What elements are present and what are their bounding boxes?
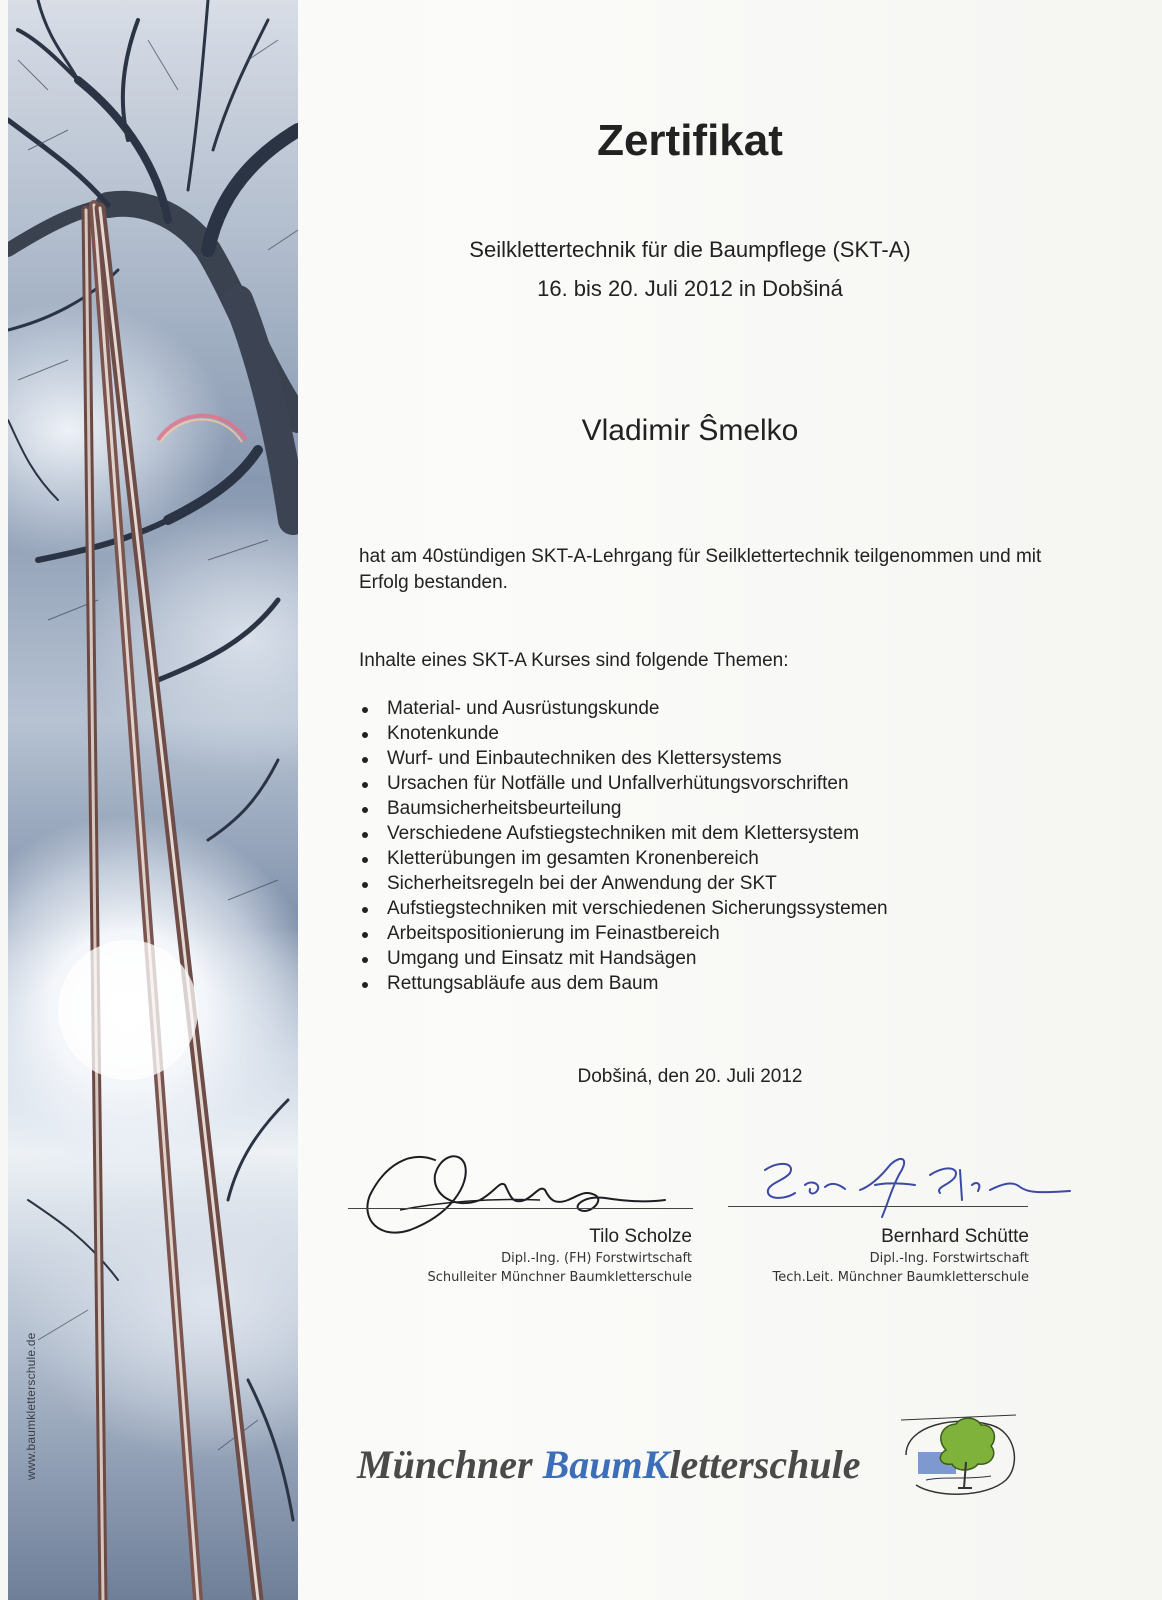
tree-logo-icon — [896, 1410, 1026, 1500]
signatory-role: Schulleiter Münchner Baumkletterschule — [427, 1270, 692, 1285]
list-item: Aufstiegstechniken mit verschiedenen Sicherungssystemen — [359, 896, 1009, 921]
school-brand-name — [357, 1441, 860, 1488]
course-dates: 16. bis 20. Juli 2012 in Dobšiná — [537, 276, 843, 301]
topics-list — [359, 696, 1009, 996]
signature-line — [348, 1208, 693, 1209]
list-item: Arbeitspositionierung im Feinastbereich — [359, 921, 1009, 946]
list-item: Kletterübungen im gesamten Kronenbereich — [359, 846, 1009, 871]
tree-branches-illustration — [8, 0, 298, 1600]
brand-part-accent: Baum — [542, 1442, 643, 1487]
signatory-title: Dipl.-Ing. (FH) Forstwirtschaft — [501, 1251, 692, 1266]
signatory-name: Bernhard Schütte — [881, 1226, 1029, 1247]
signature-schuette — [750, 1145, 1080, 1225]
list-item: Wurf- und Einbautechniken des Klettersystems — [359, 746, 1009, 771]
tree-photo-strip — [8, 0, 298, 1600]
list-item: Material- und Ausrüstungskunde — [359, 696, 1009, 721]
place-and-date: Dobšiná, den 20. Juli 2012 — [577, 1066, 803, 1087]
list-item: Knotenkunde — [359, 721, 1009, 746]
course-name: Seilklettertechnik für die Baumpflege (SKT-A) — [469, 237, 911, 262]
list-item: Umgang und Einsatz mit Handsägen — [359, 946, 1009, 971]
brand-part: letterschule — [669, 1442, 861, 1487]
list-item: Ursachen für Notfälle und Unfallverhütungsvorschriften — [359, 771, 1009, 796]
recipient-name: Vladimir Ŝmelko — [581, 414, 799, 447]
completion-statement: hat am 40stündigen SKT-A-Lehrgang für Seilklettertechnik teilgenommen und mit Erfolg bestanden. — [359, 546, 1042, 593]
certificate-title: Zertifikat — [597, 116, 783, 165]
brand-part: Münchner — [357, 1442, 543, 1487]
signature-line — [728, 1206, 1028, 1207]
list-item: Rettungsabläufe aus dem Baum — [359, 971, 1009, 996]
signatory-name: Tilo Scholze — [589, 1226, 692, 1247]
signatory-role: Tech.Leit. Münchner Baumkletterschule — [772, 1270, 1029, 1285]
website-url: www.baumkletterschule.de — [24, 1332, 38, 1480]
brand-part-accent: K — [642, 1442, 670, 1487]
list-item: Sicherheitsregeln bei der Anwendung der SKT — [359, 871, 1009, 896]
list-item: Verschiedene Aufstiegstechniken mit dem Klettersystem — [359, 821, 1009, 846]
signatory-title: Dipl.-Ing. Forstwirtschaft — [869, 1251, 1029, 1266]
topics-intro: Inhalte eines SKT-A Kurses sind folgende Themen: — [359, 650, 789, 671]
list-item: Baumsicherheitsbeurteilung — [359, 796, 1009, 821]
certificate-content — [300, 0, 1162, 1600]
